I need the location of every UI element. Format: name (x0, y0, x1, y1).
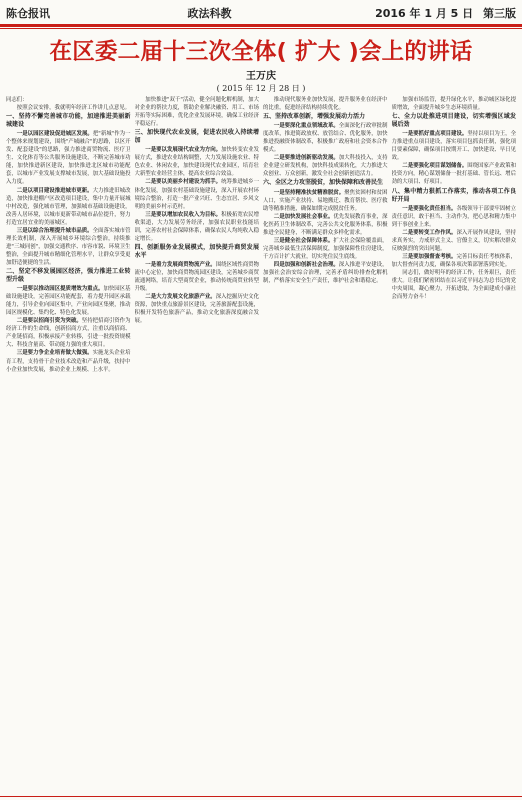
paragraph (135, 178, 260, 210)
bottom-rule (0, 796, 522, 797)
paragraph (263, 154, 388, 178)
paragraph (263, 261, 388, 285)
paragraph (263, 237, 388, 261)
paragraph-lead: 二是要以招商引资为突破。 (16, 318, 82, 325)
paragraph: 推动现代服务业加快发展，提升服务业在经济中的比重，促进经济结构持续优化。 (263, 97, 388, 112)
paragraph-text: 把"新城"作为一个整体来规划建设，围绕"产城融合"的思路，以区开发、配套建设"的思路，强力推进商贸物流、医疗卫生、文化体育等公共服务设施建设，不断完善城市功能，加快推进新区建设，加快推进北区城市功能配套，以城市产业发展支撑城市发展，加大基础设施投入力度。 (6, 131, 131, 186)
paragraph-text: 完善目标责任考核体系，加大督查问责力度，确保各项决策部署落到实处。 (391, 253, 516, 268)
paragraph (6, 130, 131, 186)
paragraph (263, 122, 388, 154)
paragraph-text: 加快转变农业发展方式，推进农业结构调整，大力发展设施农业、特色农业、休闲农业，加快建设现代农业园区，培育壮大新型农业经营主体，提高农业综合效益。 (134, 147, 259, 178)
masthead (0, 0, 522, 24)
paragraph (263, 213, 388, 237)
paragraph-text: 聚焦贫困村和贫困人口，实施产业扶持、易地搬迁、教育帮扶、医疗救助等精准措施，确保如期完成脱贫任务。 (263, 189, 388, 212)
paragraph (6, 285, 131, 317)
column-3 (263, 96, 388, 794)
paragraph-text: 坚持把招商引资作为经济工作的生命线，创新招商方式，注重以商招商、产业链招商，积极承接产业转移，引进一批投资规模大、科技含量高、带动能力强的重大项目。 (6, 318, 131, 349)
paragraph (135, 293, 260, 325)
paragraph-text: 积极拓宽农民增收渠道，大力发展劳务经济，加强农民职业技能培训，完善农村社会保障体系，确保农民人均纯收入稳定增长。 (134, 211, 259, 242)
masthead-rule-thin (0, 28, 522, 29)
section-heading: 六、全区之力攻坚脱贫，加快保障和改善民生 (263, 179, 384, 187)
issue-date: 2016 年 1 月 5 日 (375, 7, 474, 20)
issue-info (369, 5, 516, 21)
paragraph-lead: 一是坚持精准扶贫精准脱贫。 (273, 189, 345, 196)
section-heading: 五、坚持改革创新，增强发展动力活力 (263, 113, 366, 121)
paragraph-lead: 四是加强和创新社会治理。 (273, 261, 339, 268)
paragraph (6, 349, 131, 373)
paragraph-lead: 二是大力发展文化旅游产业。 (145, 294, 216, 301)
paragraph-lead: 三是要加强督查考核。 (402, 253, 457, 260)
author: 王万庆 (246, 71, 276, 82)
headline: 在区委二届十三次全体( 扩大 )会上的讲话 (49, 39, 473, 65)
section-heading: 三、加快现代农业发展，促进农民收入持续增加 (134, 129, 259, 145)
paragraph-lead: 三是健全社会保障体系。 (273, 237, 334, 244)
paragraph-text: 围绕国家产业政策和投资方向，精心谋划储备一批打基础、管长远、增后劲的大项目、好项目。 (391, 163, 516, 186)
section-heading: 七、全力以赴推进项目建设，切实增强区域发展后劲 (391, 113, 516, 129)
paragraph (6, 317, 131, 349)
paragraph-lead: 二是要以美丽乡村建设为抓手。 (145, 179, 222, 186)
paragraph-text: 坚持以项目为王，全力推进重点项目建设，落实项目包抓责任制，强化项目要素保障，确保项目按期开工、加快建设、早日见效。 (391, 131, 516, 162)
paragraph-text: 统筹推进城乡一体化发展，加强农村基础设施建设，深入开展农村环境综合整治，打造一批产业兴旺、生态宜居、乡风文明的美丽乡村示范村。 (134, 179, 259, 210)
paragraph-lead: 一是要抓好重点项目建设。 (402, 131, 468, 138)
paragraph-text: 深入开展作风建设，坚持求真务实，力戒形式主义、官僚主义，切实解决群众反映强烈的突出问题。 (391, 229, 516, 252)
section-name: 政法科教 (187, 7, 232, 20)
paragraph-lead: 一是要深化重点领域改革。 (273, 123, 339, 130)
paragraph (6, 187, 131, 227)
paragraph (392, 205, 517, 229)
column-1 (6, 96, 131, 794)
speech-date: ( 2015 年 12 月 28 日 ) (216, 84, 306, 93)
paragraph-text: 全面深化行政审批制度改革，推进简政放权、放管结合、优化服务，加快推进投融资体制改革，积极推广政府和社会资本合作模式。 (263, 123, 388, 154)
paragraph-text: 大力推进旧城改造，加快推进棚户区改造项目建设，集中力量开展城中村改造，强化城市管理，加强城市基础设施建设，改善人居环境，以城市更新带动城市品位提升，努力打造宜居宜业的美丽城区。 (6, 187, 131, 226)
paragraph-lead: 二是要强化项目谋划储备。 (402, 163, 468, 170)
paragraph (135, 146, 260, 178)
paragraph (6, 227, 131, 267)
paragraph-text: 全面落实城市管理长效机制，深入开展城乡环境综合整治，持续推进"三城同创"，加强交通秩序、市容市貌、环境卫生整治，全面提升城市精细化管理水平，让群众享受更加舒适便捷的生活。 (6, 227, 131, 266)
paragraph-lead: 一是着力发展商贸物流产业。 (145, 261, 216, 268)
paragraph-text: 扩大社会保险覆盖面，完善城乡最低生活保障制度，加强保障性住房建设，千方百计扩大就业，切实兜住民生底线。 (263, 237, 388, 260)
paragraph-text: 各级领导干部要牢固树立责任意识，敢于担当、主动作为，把心思和精力集中到干事创业上来。 (391, 205, 516, 228)
paragraph-lead: 二是以项目建设推进城市更新。 (16, 187, 93, 194)
paragraph-text: 优先发展教育事业，深化医药卫生体制改革，完善公共文化服务体系，积极推进全民健身，不断满足群众多样化需求。 (263, 213, 388, 236)
page-number: 第三版 (482, 7, 516, 20)
column-4 (392, 96, 517, 794)
paragraph-text: 深入推进平安建设，加强社会治安综合治理，完善矛盾纠纷排查化解机制，严格落实安全生产责任，维护社会和谐稳定。 (263, 261, 388, 285)
section-heading: 四、创新服务业发展模式，加快提升商贸发展水平 (134, 243, 259, 259)
paragraph: 同志们，做好明年的经济工作，任务艰巨，责任重大。让我们紧密团结在以习近平同志为总书记的党中央周围，凝心聚力，开拓进取，为全面建成小康社会而努力奋斗！ (391, 269, 516, 301)
paragraph (392, 130, 517, 162)
masthead-rule (0, 24, 522, 27)
paragraph-lead: 三是以综合治理提升城市品质。 (16, 227, 93, 234)
paragraph (135, 261, 260, 293)
paragraph (263, 189, 388, 213)
paragraph (392, 162, 517, 186)
paper-name: 陈仓报讯 (6, 7, 50, 20)
paragraph: 加强市场监管，提升绿化水平，推动城区绿化提质增效，全面提升城乡生态环境质量。 (391, 97, 516, 112)
paragraph (392, 253, 517, 269)
paragraph-lead: 一是要强化责任担当。 (402, 205, 457, 212)
article-body (6, 96, 516, 794)
column-2 (135, 96, 260, 794)
paragraph: 按照会议安排，我就明年经济工作讲几点意见。 (16, 105, 131, 112)
greeting: 同志们： (6, 97, 28, 103)
paragraph-lead: 二是要转变工作作风。 (402, 229, 457, 236)
paragraph-text: 加大科技投入，支持企业建立研发机构，加快科技成果转化，大力推进大众创业、万众创新，激发全社会创新创造活力。 (263, 155, 388, 178)
paragraph-lead: 三是要以增加农民收入为目标。 (145, 211, 222, 218)
paragraph-text: 加快园区基础设施建设，完善园区功能配套，着力提升园区承载能力，引导企业向园区集中，产业向园区集聚，推动园区规模化、集约化、特色化发展。 (6, 286, 131, 317)
paragraph-lead: 一是以园区建设促进城区发展。 (16, 131, 93, 138)
paragraph-text: 实施龙头企业培育工程，支持骨干企业技术改造和产品升级，扶持中小企业加快发展，推动企业上规模、上水平。 (6, 350, 131, 373)
paragraph-text: 深入挖掘历史文化资源，加快重点旅游景区建设，完善旅游配套设施，积极开发特色旅游产品，推动文化旅游深度融合发展。 (134, 294, 259, 325)
section-heading: 八、集中精力狠抓工作落实，推动各项工作良好开局 (391, 187, 516, 203)
paragraph-lead: 一是要以推动园区提质增效为重点。 (16, 286, 104, 293)
paragraph (392, 229, 517, 253)
paragraph-lead: 一是要以发展现代农业为方向。 (145, 147, 222, 154)
section-heading: 二、坚定不移发展园区经济，强力推进工业转型升级 (6, 267, 131, 284)
paragraph-lead: 三是要力争企业培育做大做强。 (16, 350, 93, 357)
paragraph-lead: 二是加快发展社会事业。 (273, 213, 334, 220)
paragraph-lead: 二是要推进创新驱动发展。 (273, 155, 339, 162)
paragraph-text: 围绕区域性商贸物流中心定位，加快商贸物流园区建设，完善城乡商贸流通网络，培育大型商贸企业，推动传统商贸业转型升级。 (134, 261, 259, 293)
paragraph (135, 211, 260, 243)
section-heading: 一、坚持不懈完善城市功能，加速推进美丽新城建设 (6, 113, 131, 129)
paragraph: 加快推进"双千"活动，健全问题化解机制，加大对企业的帮扶力度，帮助企业解决融资、用工、市场开拓等实际困难，优化企业发展环境，确保工业经济平稳运行。 (134, 97, 259, 128)
